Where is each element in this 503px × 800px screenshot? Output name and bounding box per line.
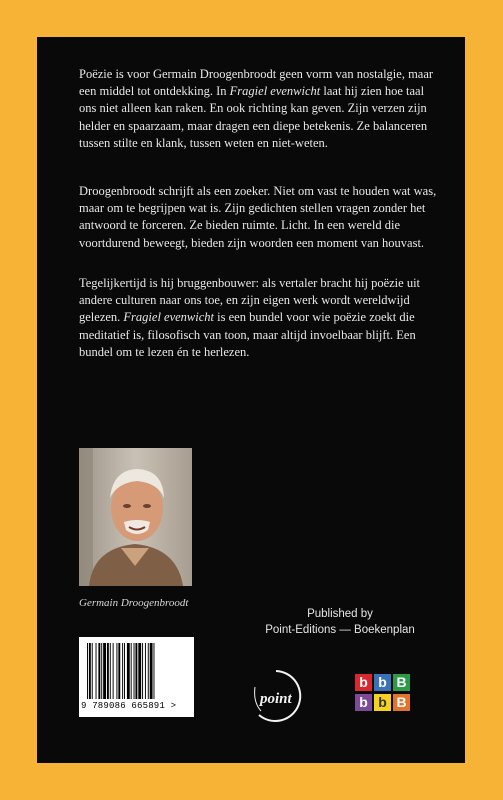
book-title-italic: Fragiel evenwicht (229, 84, 321, 99)
barcode-bar (96, 643, 97, 699)
barcode-bar (135, 643, 137, 699)
barcode-bar (89, 643, 91, 699)
barcode-bar (145, 643, 146, 699)
barcode-bar (101, 643, 102, 699)
barcode-bar (116, 643, 117, 699)
barcode-bar (131, 643, 132, 699)
bbb-tile: b (355, 674, 372, 691)
barcode-bar (138, 643, 141, 699)
published-by-label: Published by (307, 608, 373, 620)
barcode-bar (124, 643, 125, 699)
barcode-bar (110, 643, 111, 699)
barcode-bar (98, 643, 100, 699)
bbb-tile: B (393, 674, 410, 691)
barcode-bar (150, 643, 153, 699)
blurb-paragraph-1 (79, 66, 439, 152)
barcode-bar (92, 643, 93, 699)
blurb-text: Droogenbroodt schrijft als een zoeker. Niet om vast te houden wat was, maar om te begrijpen wat is. Zijn gedichten stellen vragen zonder het antwoord te forceren. Ze bieden ruimte. Licht. In een wereld die voortdurend beweegt, bieden zijn woorden een moment van houvast. (79, 184, 437, 250)
bbb-tile: b (374, 674, 391, 691)
blurb-text: laat hij zien hoe taal ons niet alleen kan raken. En ook richting kan geven. Zijn verzen zijn helder en spaarzaam, maar dragen een diepe betekenis. Ze balanceren tussen stilte en klank, tussen weten en niet-weten. (79, 84, 428, 150)
barcode-bar (134, 643, 135, 699)
blurb-text: Tegelijkertijd is hij bruggenbouwer: als vertaler bracht hij poëzie uit andere culturen naar ons toe, en zijn eigen werk wordt wereldwijd gelezen. (79, 276, 421, 325)
point-logo-text: point (260, 691, 292, 707)
isbn-number: 9 789086 665891 > (81, 701, 177, 711)
barcode-bar (118, 643, 120, 699)
blurb-text: Poëzie is voor Germain Droogenbroodt geen vorm van nostalgie, maar een middel tot ontdekking. In (79, 67, 434, 99)
blurb-paragraph-3 (79, 275, 439, 361)
blurb-text: is een bundel voor wie poëzie zoekt die meditatief is, filosofisch van toon, maar altijd invoelbaar blijft. Een bundel om te lezen én te herlezen. (79, 310, 416, 359)
barcode-bar (107, 643, 109, 699)
author-photo (79, 448, 192, 586)
barcode-bar (122, 643, 123, 699)
author-caption: Germain Droogenbroodt (79, 597, 189, 609)
barcode-bar (127, 643, 130, 699)
blurb-paragraph-2 (79, 183, 439, 252)
back-cover-panel (37, 37, 465, 763)
isbn-barcode (79, 637, 194, 717)
barcode-bar (148, 643, 149, 699)
barcode-bar (142, 643, 143, 699)
point-editions-logo (247, 667, 305, 725)
bbb-tile: B (393, 694, 410, 711)
book-title-italic: Fragiel evenwicht (123, 310, 215, 325)
boekenplan-logo (355, 674, 413, 722)
publisher-names: Point-Editions — Boekenplan (265, 624, 415, 636)
barcode-bar (113, 643, 114, 699)
bbb-tile: b (374, 694, 391, 711)
publisher-credit (260, 606, 420, 638)
barcode-bar (154, 643, 155, 699)
barcode-bar (103, 643, 106, 699)
barcode-bars (87, 643, 186, 699)
bbb-tile: b (355, 694, 372, 711)
barcode-bar (87, 643, 88, 699)
